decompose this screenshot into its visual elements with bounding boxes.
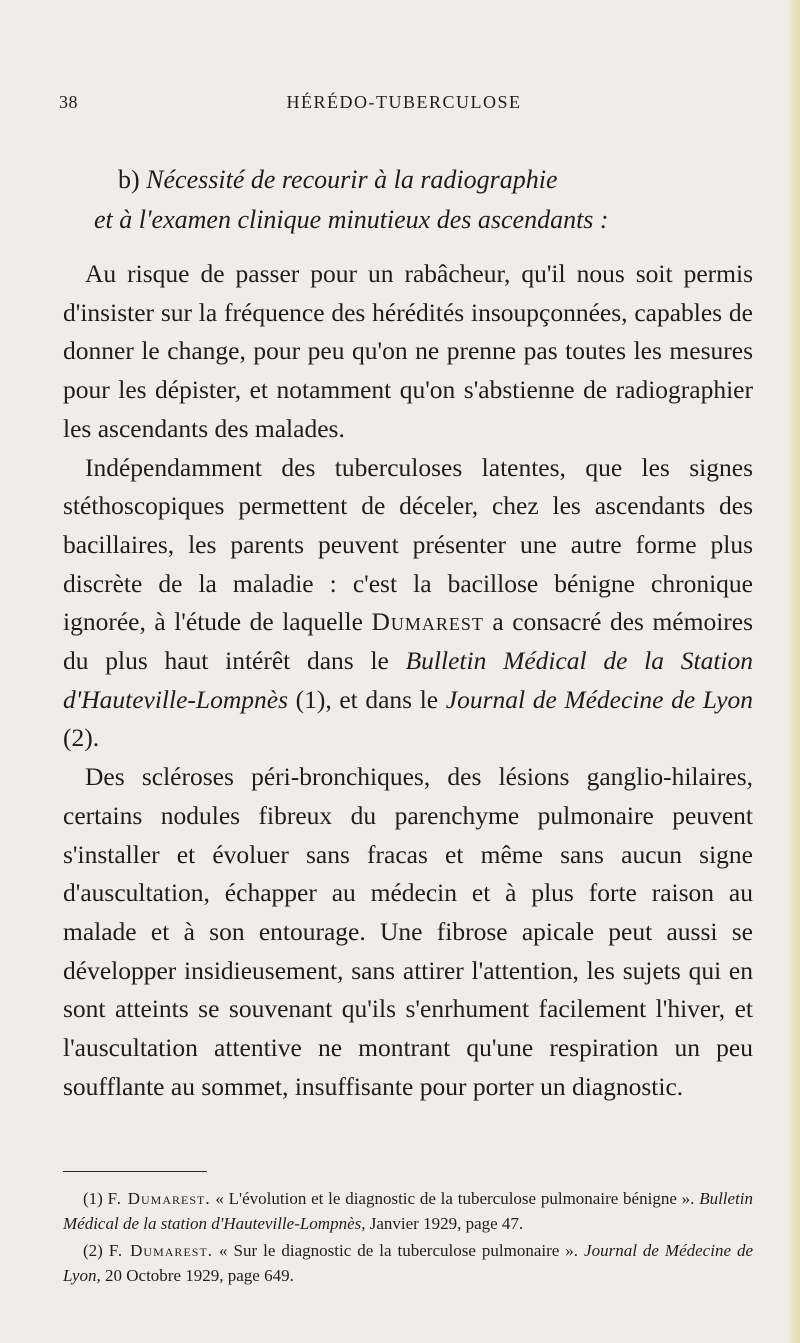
paragraph-2-text-d: (2). xyxy=(63,723,100,753)
journal-title-bulletin: Bulletin Médical de la Station d'Hauteville-Lompnès xyxy=(63,646,753,714)
author-name: Dumarest xyxy=(371,607,484,637)
paragraph-1: Au risque de passer pour un rabâcheur, qu'il nous soit permis d'insister sur la fréquence des hérédités insoupçonnées, capables de donner le change, pour peu qu'on ne prenne pas toutes les mesures pour les dépister, et notamment qu'on s'abstienne de radiographier les ascendants des malades. xyxy=(63,259,753,443)
footnote-rule xyxy=(63,1171,207,1172)
section-title-line1: Nécessité de recourir à la radiographie xyxy=(146,165,558,194)
footnote-1 xyxy=(63,1186,753,1236)
paragraph-2 xyxy=(63,449,753,759)
footnotes xyxy=(63,1186,753,1290)
section-heading-line1 xyxy=(118,160,758,200)
footnote-2-text: « Sur le diagnostic de la tuberculose pulmonaire ». xyxy=(219,1241,579,1260)
section-marker: b) xyxy=(118,165,140,194)
page-number: 38 xyxy=(59,92,78,112)
footnote-2-journal: Journal de Médecine de Lyon, xyxy=(63,1241,754,1285)
page-edge xyxy=(786,0,800,1343)
footnote-1-marker: (1) xyxy=(83,1189,103,1208)
paragraph-2-text-a: Indépendamment des tuberculoses latentes, que les signes stéthoscopiques permettent de déceler, chez les ascendants des bacillaires, les parents peuvent présenter une autre forme plus discrète de la maladie : c'est la bacillose bénigne chronique ignorée, à l'étude de laquelle xyxy=(63,452,753,637)
running-title: HÉRÉDO-TUBERCULOSE xyxy=(286,92,522,112)
footnote-1-author: F. Dumarest. xyxy=(107,1189,211,1208)
footnote-2-marker: (2) xyxy=(83,1241,103,1260)
page-header xyxy=(59,92,749,122)
paragraph-3: Des scléroses péri-bronchiques, des lésions ganglio-hilaires, certains nodules fibreux du parenchyme pulmonaire peuvent s'installer et évoluer sans fracas et même sans aucun signe d'auscultation, échapper au médecin et à plus forte raison au malade et à son entourage. Une fibrose apicale peut aussi se développer insidieusement, sans attirer l'attention, les sujets qui en sont atteints se souvenant qu'ils s'enrhument facilement l'hiver, et l'auscultation attentive ne montrant qu'une respiration un peu soufflante au sommet, insuffisante pour porter un diagnostic. xyxy=(63,762,753,1101)
section-heading-line2 xyxy=(94,200,758,240)
footnote-1-date: Janvier 1929, page 47. xyxy=(369,1214,524,1233)
footnote-2-date: 20 Octobre 1929, page 649. xyxy=(105,1266,294,1285)
footnote-1-text: « L'évolution et le diagnostic de la tuberculose pulmonaire bénigne ». xyxy=(215,1189,695,1208)
section-title-line2: et à l'examen clinique minutieux des ascendants : xyxy=(94,205,609,234)
journal-title-lyon: Journal de Médecine de Lyon xyxy=(445,684,754,714)
section-heading xyxy=(94,160,758,240)
footnote-1-journal: Bulletin Médical de la station d'Hauteville-Lompnès, xyxy=(63,1189,754,1233)
footnote-2-author: F. Dumarest. xyxy=(108,1241,214,1260)
paragraph-2-text-c: (1), et dans le xyxy=(295,684,439,714)
body-text xyxy=(63,255,753,1106)
paragraph-2-text-b: a consacré des mémoires du plus haut intérêt dans le xyxy=(63,607,754,676)
footnote-2 xyxy=(63,1238,753,1288)
